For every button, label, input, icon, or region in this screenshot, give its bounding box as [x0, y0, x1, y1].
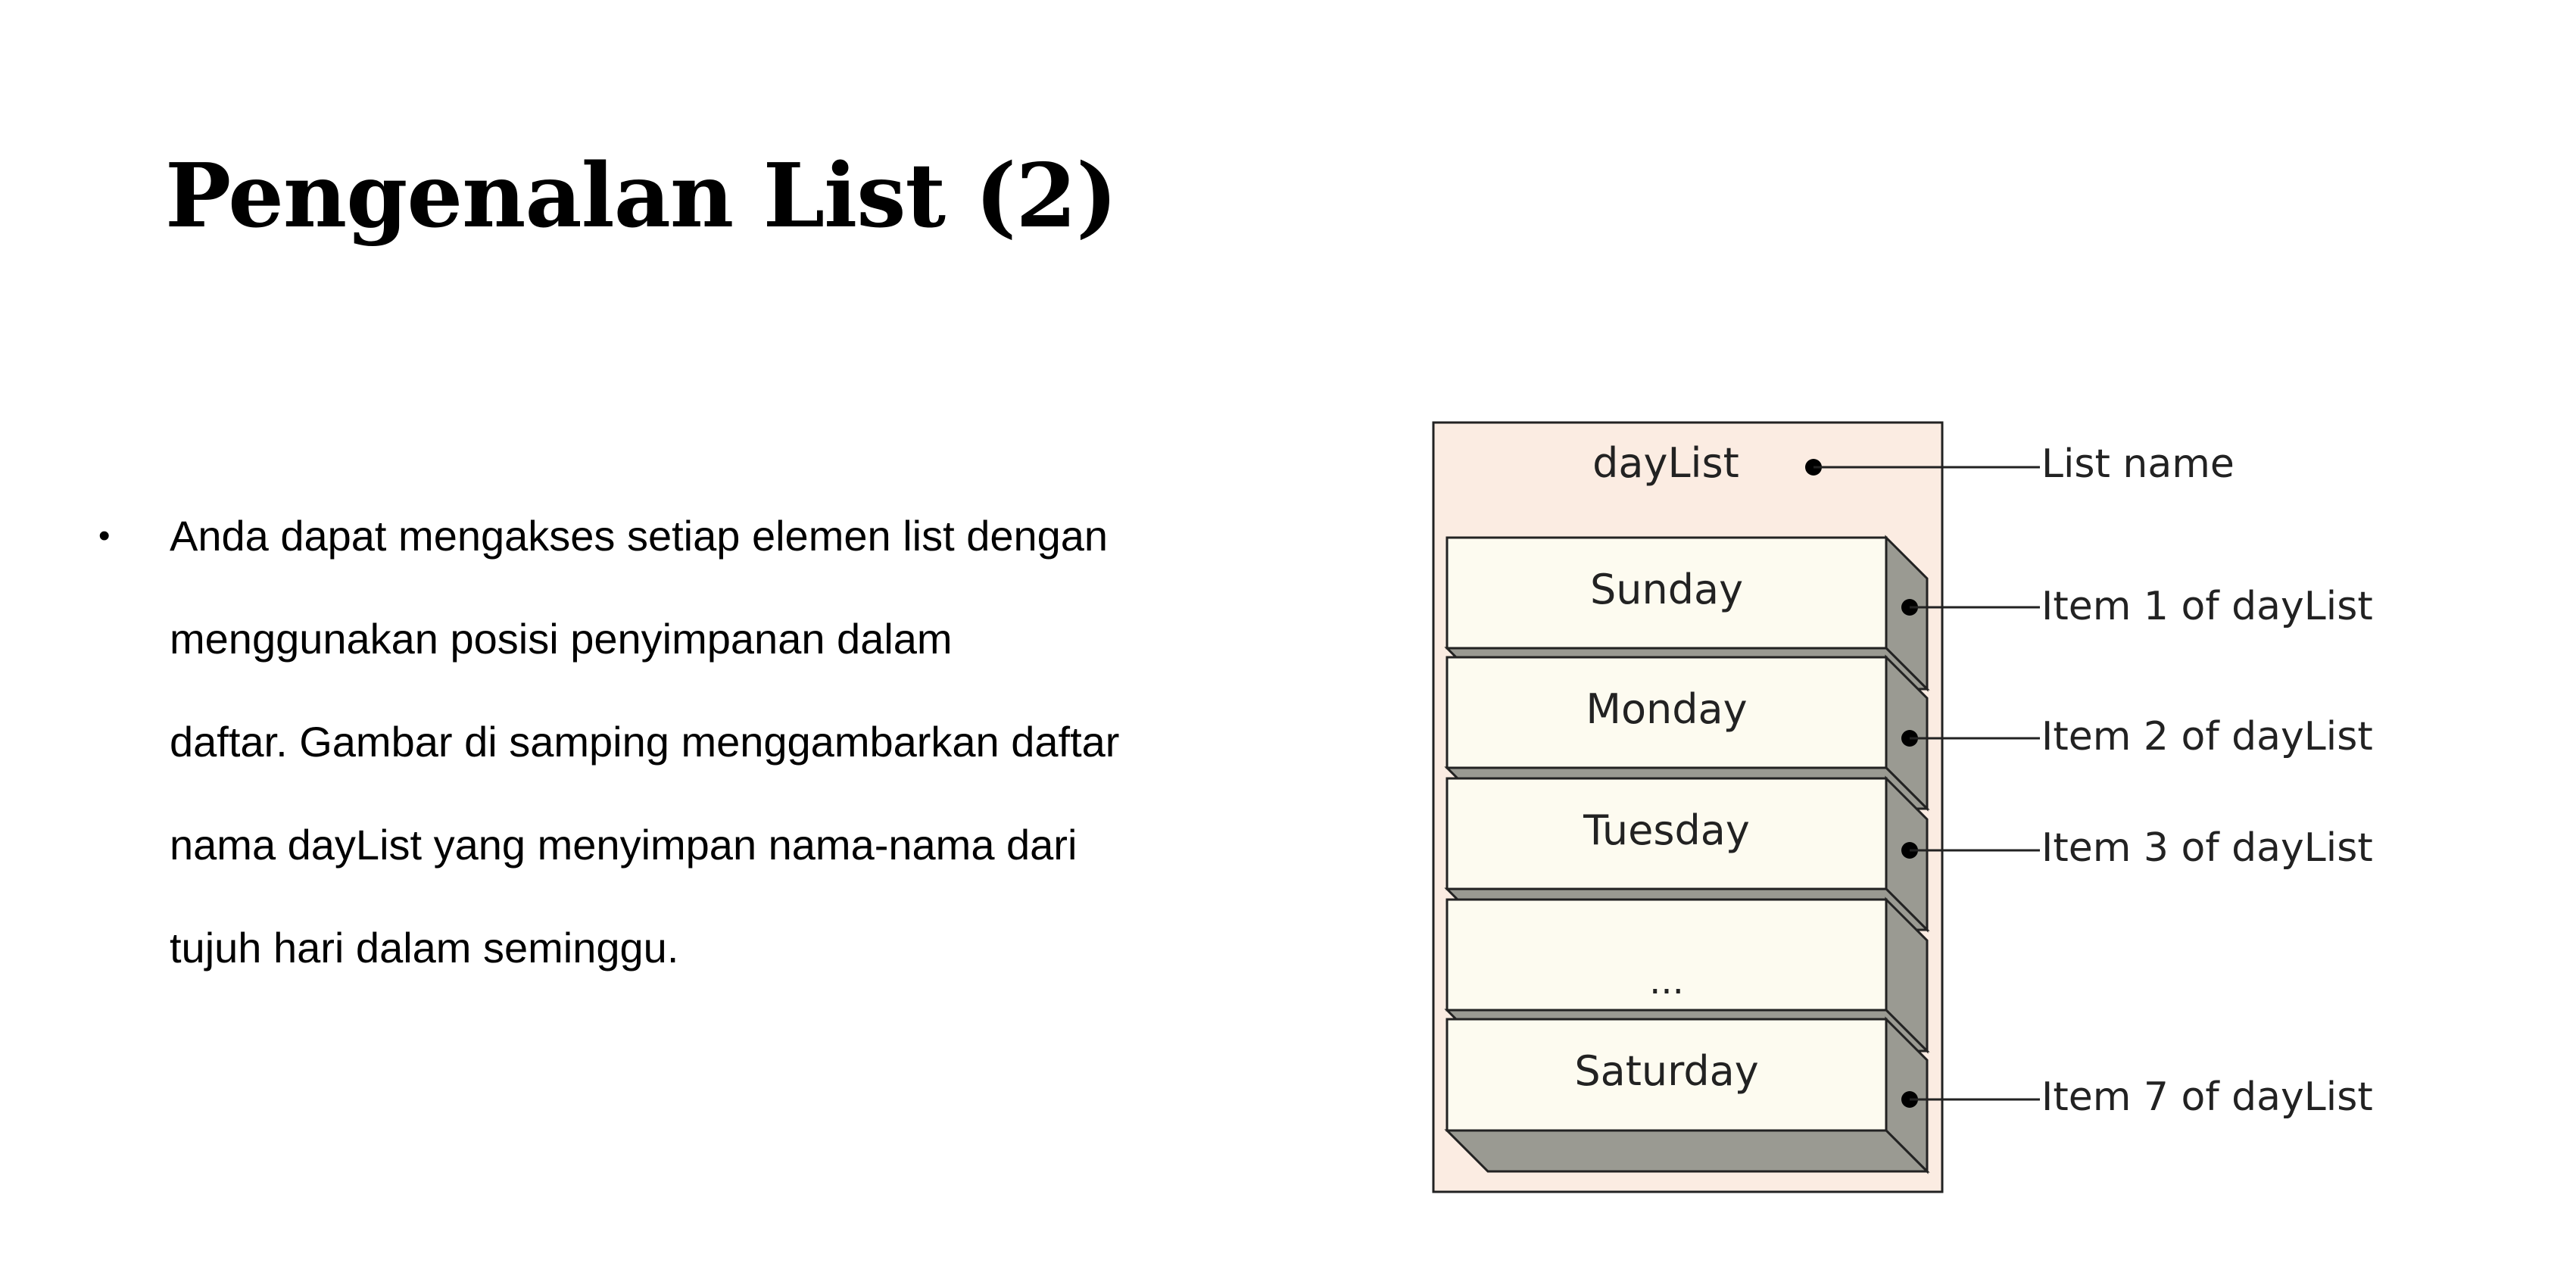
label-item-1: Item 1 of dayList: [2041, 584, 2373, 629]
label-item-2: Item 2 of dayList: [2041, 714, 2373, 759]
label-item-3: Item 3 of dayList: [2041, 825, 2373, 871]
slide-title: Pengenalan List (2): [165, 145, 1117, 248]
item-text: ...: [1649, 960, 1684, 1003]
paragraph-line: tujuh hari dalam seminggu.: [170, 924, 679, 971]
list-item-saturday: [1447, 1019, 1927, 1171]
label-item-7: Item 7 of dayList: [2041, 1074, 2373, 1120]
list-name-text: dayList: [1592, 439, 1739, 487]
paragraph-line: Anda dapat mengakses setiap elemen list dengan: [170, 512, 1109, 560]
paragraph-line: menggunakan posisi penyimpanan dalam: [170, 615, 953, 663]
item-text: Sunday: [1589, 566, 1744, 613]
paragraph-line: nama dayList yang menyimpan nama-nama dari: [170, 821, 1077, 869]
label-list-name: List name: [2041, 441, 2235, 487]
paragraph-line: daftar. Gambar di samping menggambarkan daftar: [170, 718, 1120, 766]
item-text: Saturday: [1574, 1047, 1759, 1095]
item-text: Monday: [1586, 685, 1748, 733]
bullet-marker: •: [98, 517, 111, 554]
item-text: Tuesday: [1583, 806, 1750, 854]
